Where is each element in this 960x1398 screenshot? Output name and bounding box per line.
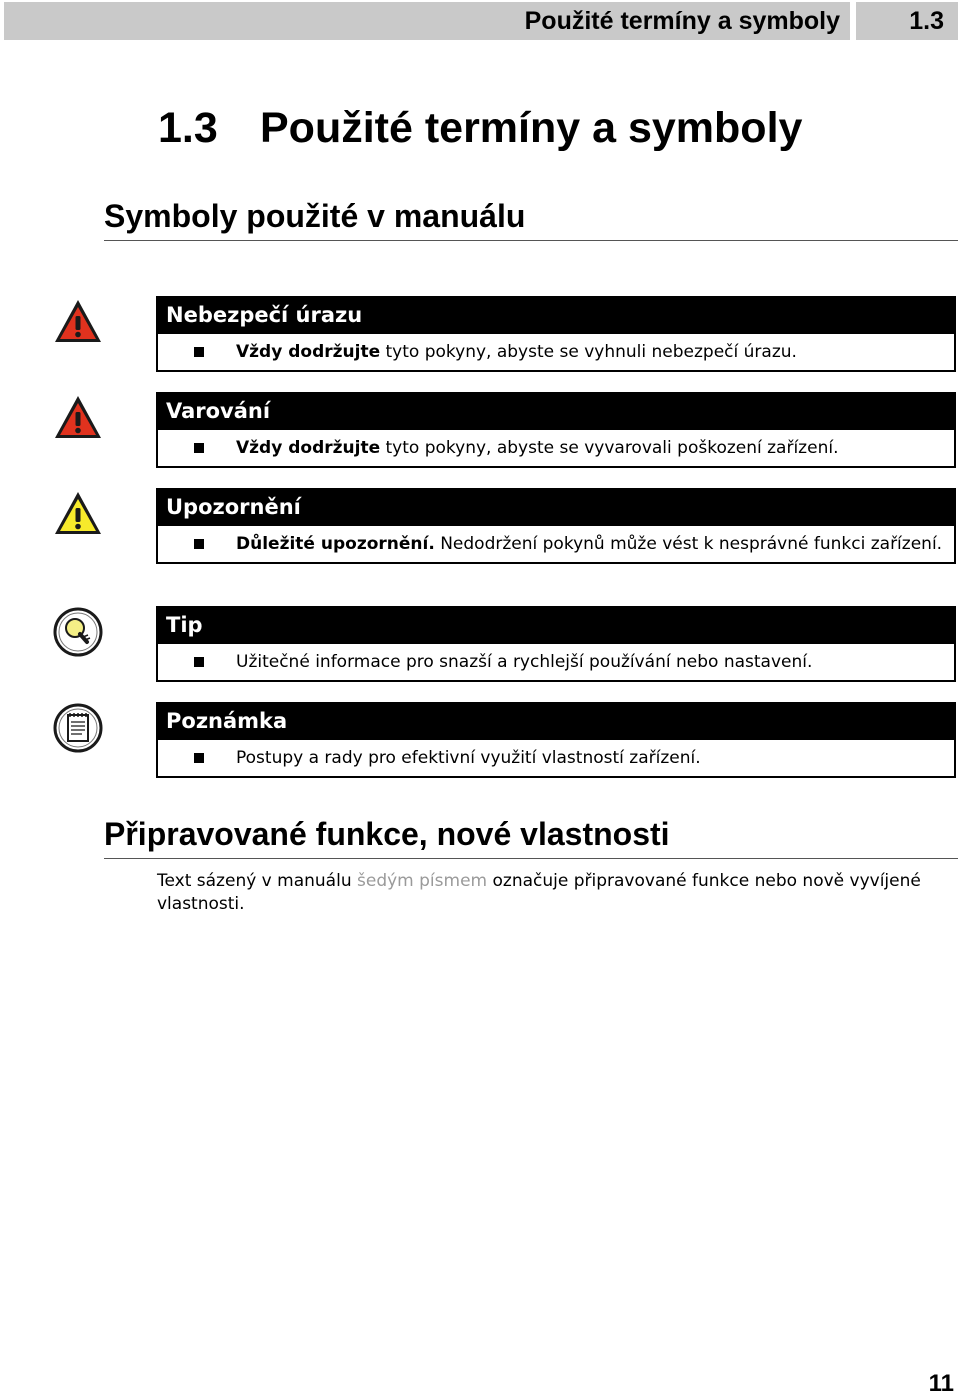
notice-bold-text: Vždy dodržujte bbox=[236, 342, 381, 362]
header-bar bbox=[4, 2, 850, 40]
text-after: označuje připravované funkce nebo nově vyvíjené vlastnosti. bbox=[157, 871, 921, 914]
notice-title: Upozornění bbox=[156, 488, 956, 526]
upcoming-features-paragraph bbox=[157, 870, 937, 916]
notice-caution bbox=[156, 488, 956, 564]
page-number: 11 bbox=[928, 1370, 954, 1397]
bullet-icon bbox=[194, 657, 204, 667]
bullet-icon bbox=[194, 443, 204, 453]
lightbulb-icon bbox=[52, 606, 104, 658]
notice-warning bbox=[156, 392, 956, 468]
caution-triangle-icon bbox=[52, 488, 104, 540]
notice-text: tyto pokyny, abyste se vyvarovali poškození zařízení. bbox=[380, 438, 839, 458]
notice-danger bbox=[156, 296, 956, 372]
chapter-title-text: Použité termíny a symboly bbox=[260, 104, 803, 152]
grey-text-sample: šedým písmem bbox=[357, 871, 488, 891]
section-title-upcoming: Připravované funkce, nové vlastnosti bbox=[104, 816, 958, 859]
text-before: Text sázený v manuálu bbox=[157, 871, 357, 891]
header-number: 1.3 bbox=[909, 6, 944, 35]
notice-note bbox=[156, 702, 956, 778]
notepad-icon bbox=[52, 702, 104, 754]
notice-text: Postupy a rady pro efektivní využití vlastností zařízení. bbox=[236, 748, 701, 768]
notice-body bbox=[156, 526, 956, 564]
notice-tip bbox=[156, 606, 956, 682]
chapter-title bbox=[158, 104, 802, 153]
notice-bold-text: Důležité upozornění. bbox=[236, 534, 435, 554]
notice-text: tyto pokyny, abyste se vyhnuli nebezpečí úrazu. bbox=[380, 342, 797, 362]
notice-body bbox=[156, 430, 956, 468]
warning-triangle-icon bbox=[52, 392, 104, 444]
notice-title: Varování bbox=[156, 392, 956, 430]
notice-title: Tip bbox=[156, 606, 956, 644]
notice-title: Nebezpečí úrazu bbox=[156, 296, 956, 334]
bullet-icon bbox=[194, 753, 204, 763]
notice-title: Poznámka bbox=[156, 702, 956, 740]
notice-body bbox=[156, 334, 956, 372]
danger-triangle-icon bbox=[52, 296, 104, 348]
bullet-icon bbox=[194, 539, 204, 549]
header-title: Použité termíny a symboly bbox=[524, 6, 840, 35]
bullet-icon bbox=[194, 347, 204, 357]
notice-text: Nedodržení pokynů může vést k nesprávné funkci zařízení. bbox=[434, 534, 943, 554]
header-chapter-number bbox=[856, 2, 958, 40]
section-title-symbols: Symboly použité v manuálu bbox=[104, 198, 958, 241]
notice-body bbox=[156, 740, 956, 778]
chapter-number: 1.3 bbox=[158, 104, 218, 152]
notice-text: Užitečné informace pro snazší a rychlejší používání nebo nastavení. bbox=[236, 652, 813, 672]
notice-body bbox=[156, 644, 956, 682]
notice-bold-text: Vždy dodržujte bbox=[236, 438, 381, 458]
